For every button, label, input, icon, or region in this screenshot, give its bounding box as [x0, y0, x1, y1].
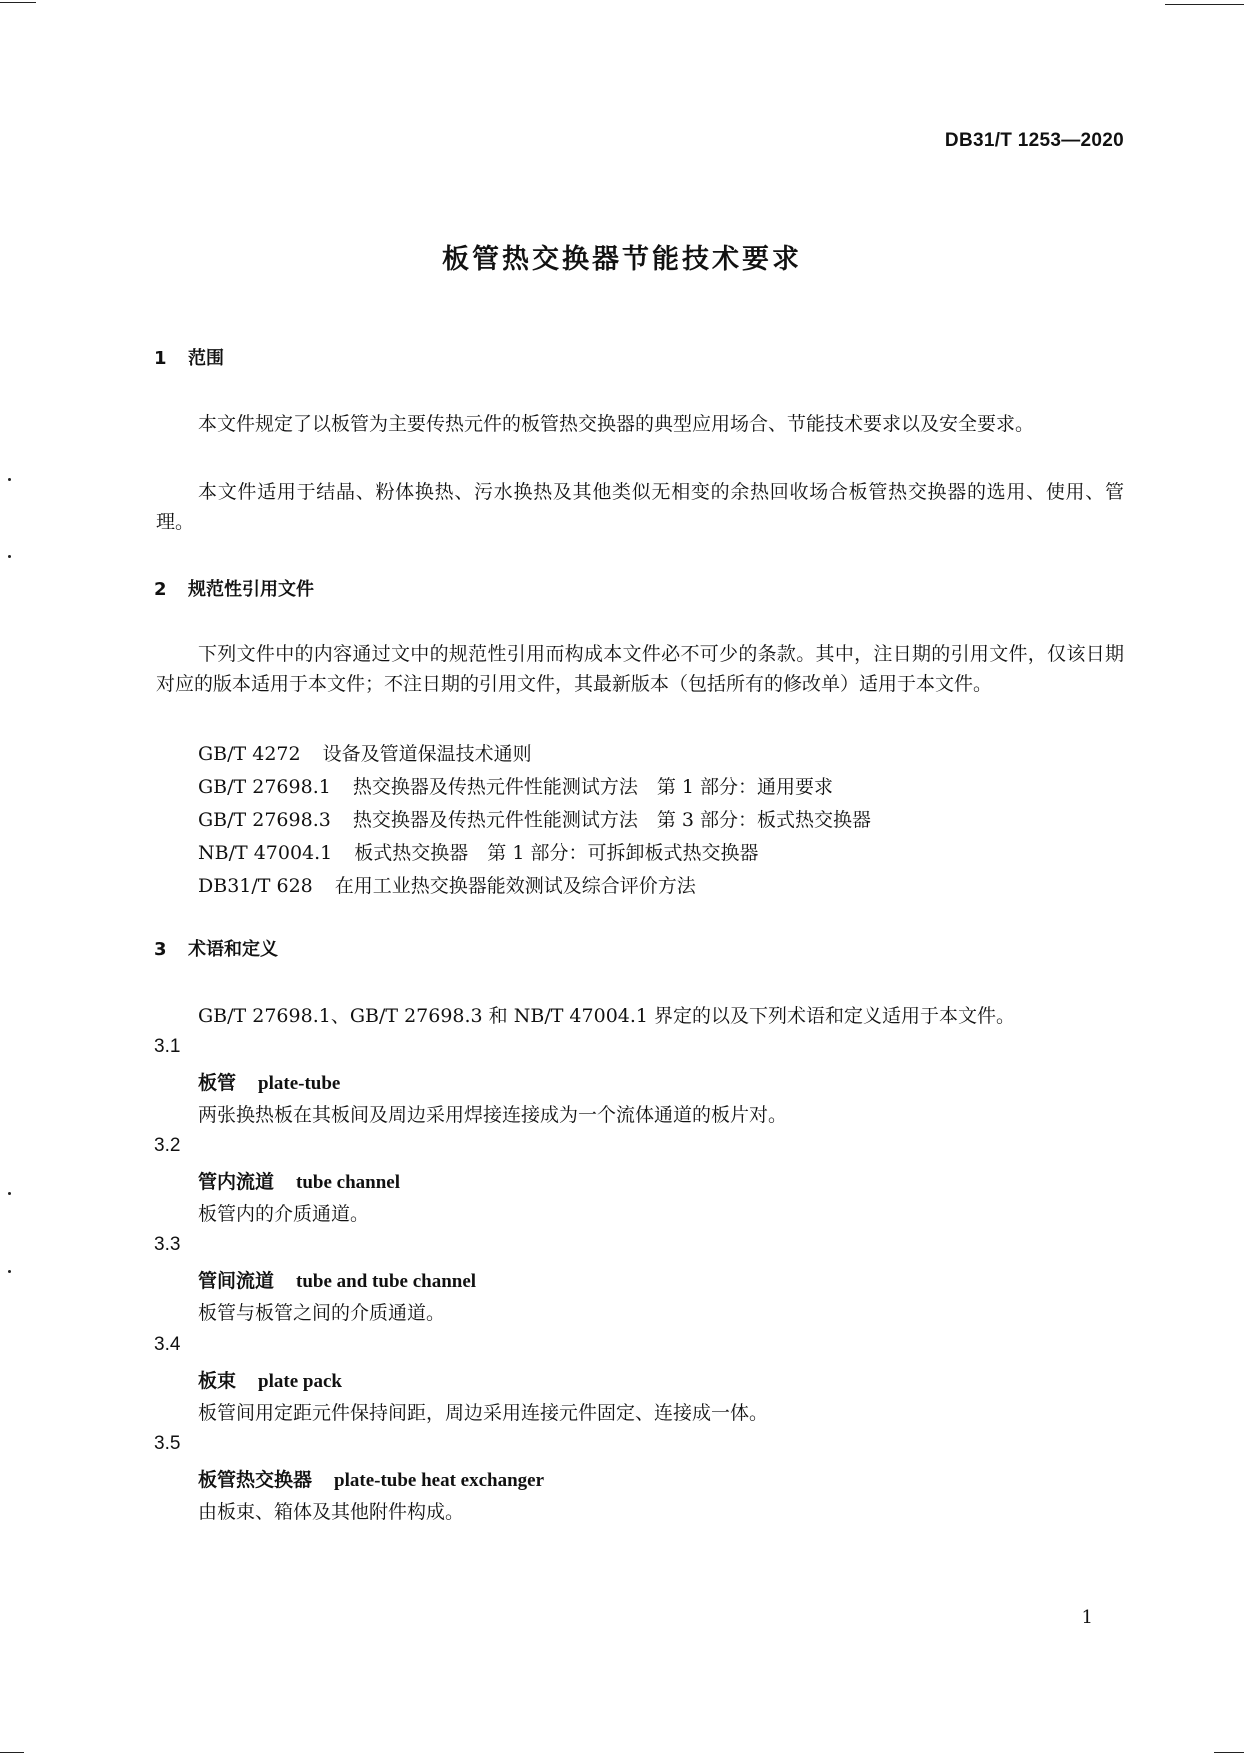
section-number: 3: [154, 939, 167, 960]
section-title: 范围: [188, 348, 224, 369]
reference-item: [198, 772, 833, 799]
section-title: 规范性引用文件: [188, 579, 314, 600]
term-definition: 板管与板管之间的介质通道。: [198, 1302, 446, 1324]
scan-edge-line: [1165, 4, 1244, 5]
scan-speck: [8, 555, 11, 558]
reference-title: 热交换器及传热元件性能测试方法 第 3 部分：板式热交换器: [352, 809, 871, 831]
term-name-zh: 管间流道: [198, 1270, 275, 1292]
section-title: 术语和定义: [188, 939, 278, 960]
reference-item: [198, 871, 696, 898]
term-name: [198, 1366, 342, 1393]
reference-item: [198, 805, 871, 832]
reference-title: 板式热交换器 第 1 部分：可拆卸板式热交换器: [354, 842, 759, 864]
references-paragraph: 下列文件中的内容通过文中的规范性引用而构成本文件必不可少的条款。其中，注日期的引用文件，仅该日期对应的版本适用于本文件；不注日期的引用文件，其最新版本（包括所有的修改单）适用于本文件。: [156, 643, 1124, 695]
document-title: 板管热交换器节能技术要求: [442, 244, 802, 275]
term-name-zh: 管内流道: [198, 1171, 275, 1193]
term-name-en: tube channel: [296, 1172, 401, 1193]
scan-speck: [8, 1270, 11, 1273]
term-definition: 板管间用定距元件保持间距，周边采用连接元件固定、连接成一体。: [198, 1402, 769, 1424]
term-name-zh: 板束: [198, 1370, 237, 1392]
term-number: 3.4: [154, 1334, 181, 1355]
term-name-en: plate pack: [258, 1371, 342, 1392]
section-heading-references: [154, 575, 314, 601]
term-name: [198, 1266, 476, 1293]
scope-paragraph-2: 本文件适用于结晶、粉体换热、污水换热及其他类似无相变的余热回收场合板管热交换器的选用、使用、管理。: [156, 481, 1124, 533]
term-name: [198, 1068, 340, 1095]
scan-speck: [8, 1192, 11, 1195]
section-number: 1: [154, 348, 167, 369]
reference-code: NB/T 47004.1: [198, 842, 333, 864]
term-name-en: plate-tube: [258, 1073, 341, 1094]
term-number: 3.2: [154, 1135, 181, 1156]
reference-code: DB31/T 628: [198, 875, 313, 897]
section-number: 2: [154, 579, 167, 600]
document-code: DB31/T 1253—2020: [944, 130, 1124, 151]
term-definition: 由板束、箱体及其他附件构成。: [198, 1501, 465, 1523]
section-heading-terms: [154, 935, 278, 961]
term-number: 3.3: [154, 1234, 181, 1255]
scan-edge-line: [1214, 1752, 1244, 1753]
reference-title: 在用工业热交换器能效测试及综合评价方法: [334, 875, 696, 897]
term-number: 3.1: [154, 1036, 181, 1057]
term-name-zh: 板管热交换器: [198, 1469, 313, 1491]
term-name-en: plate-tube heat exchanger: [334, 1470, 545, 1491]
reference-code: GB/T 27698.3: [198, 809, 331, 831]
term-name: [198, 1465, 544, 1492]
terms-intro: GB/T 27698.1、GB/T 27698.3 和 NB/T 47004.1 界定的以及下列术语和定义适用于本文件。: [198, 1005, 1016, 1027]
reference-item: [198, 739, 532, 766]
term-definition: 板管内的介质通道。: [198, 1203, 370, 1225]
reference-item: [198, 838, 758, 865]
scan-speck: [8, 478, 11, 481]
term-number: 3.5: [154, 1433, 181, 1454]
reference-title: 热交换器及传热元件性能测试方法 第 1 部分：通用要求: [352, 776, 833, 798]
scan-edge-line: [0, 2, 36, 3]
term-definition: 两张换热板在其板间及周边采用焊接连接成为一个流体通道的板片对。: [198, 1104, 788, 1126]
term-name-zh: 板管: [198, 1072, 237, 1094]
term-name: [198, 1167, 400, 1194]
scope-paragraph-1: 本文件规定了以板管为主要传热元件的板管热交换器的典型应用场合、节能技术要求以及安全要求。: [198, 413, 1035, 435]
page-number: 1: [1081, 1607, 1093, 1628]
scan-edge-line: [0, 1752, 24, 1753]
reference-code: GB/T 4272: [198, 743, 301, 765]
section-heading-scope: [154, 344, 224, 370]
term-name-en: tube and tube channel: [296, 1271, 477, 1292]
reference-code: GB/T 27698.1: [198, 776, 331, 798]
reference-title: 设备及管道保温技术通则: [322, 743, 532, 765]
